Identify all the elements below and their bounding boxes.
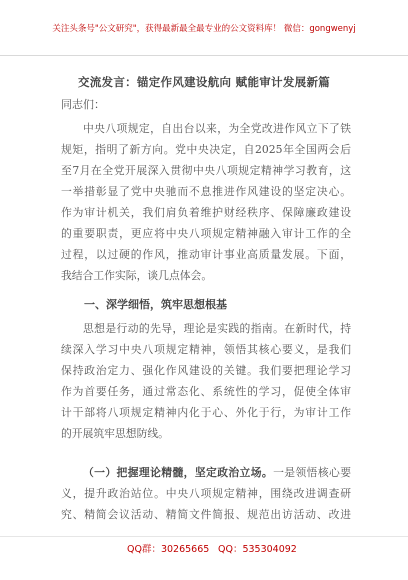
subsection-1-heading: （一）把握理论精髓，坚定政治立场。: [83, 466, 274, 479]
paragraph-3: [61, 462, 351, 525]
paragraph-2-line: 的开展筑牢思想防线。: [61, 427, 169, 440]
paragraph-1-line: 至7月在全党开展深入贯彻中央八项规定精神学习教育，这: [61, 164, 351, 177]
paragraph-3-line: 究、精简会议活动、精简文件简报、规范出访活动、改进: [61, 508, 351, 521]
paragraph-1-line: 的重要职责，更应将中央八项规定精神融入审计工作的全: [61, 227, 351, 240]
paragraph-1-line: 作为审计机关，我们肩负着维护财经秩序、保障廉政建设: [61, 206, 351, 219]
paragraph-1-line: 中央八项规定，自出台以来，为全党改进作风立下了铁: [83, 122, 351, 135]
paragraph-1-line: 一举措彰显了党中央驰而不息推进作风建设的坚定决心。: [61, 185, 351, 198]
paragraph-3-line: 义，提升政治站位。中央八项规定精神，围绕改进调查研: [61, 487, 351, 500]
paragraph-2: [61, 318, 351, 444]
qq-group-number: QQ群：30265665: [127, 544, 210, 555]
paragraph-3-first-line: [61, 462, 351, 483]
paragraph-2-line: 作为首要任务，通过常态化、系统性的学习，促使全体审: [61, 385, 351, 398]
footer-contacts: [0, 536, 408, 556]
paragraph-3-first-line-text: 一是领悟核心要: [273, 466, 351, 479]
salutation: 同志们：: [61, 98, 105, 111]
paragraph-1-line: 规矩，指明了新方向。党中央决定，自2025年全国两会后: [61, 143, 351, 156]
section-1-heading: 一、深学细悟，筑牢思想根基: [84, 298, 227, 311]
document-title: 交流发言：锚定作风建设航向 赋能审计发展新篇: [77, 75, 331, 89]
paragraph-2-line: 思想是行动的先导，理论是实践的指南。在新时代，持: [83, 322, 351, 335]
banner-text: 关注头条号"公文研究"，获得最新最全最专业的公文资料库！ 微信：gongwenyj: [52, 24, 356, 34]
paragraph-2-line: 续深入学习中央八项规定精神，领悟其核心要义，是我们: [61, 343, 351, 356]
paragraph-2-line: 计干部将八项规定精神内化于心、外化于行，为审计工作: [61, 406, 351, 419]
paragraph-2-line: 保持政治定力、强化作风建设的关键。我们要把理论学习: [61, 364, 351, 377]
paragraph-1-line: 过程，以过硬的作风，推动审计事业高质量发展。下面，: [61, 248, 351, 261]
qq-number: QQ：535304092: [218, 544, 297, 555]
paragraph-1: [61, 118, 351, 286]
header-banner: [0, 0, 408, 56]
paragraph-1-line: 我结合工作实际，谈几点体会。: [61, 269, 213, 282]
